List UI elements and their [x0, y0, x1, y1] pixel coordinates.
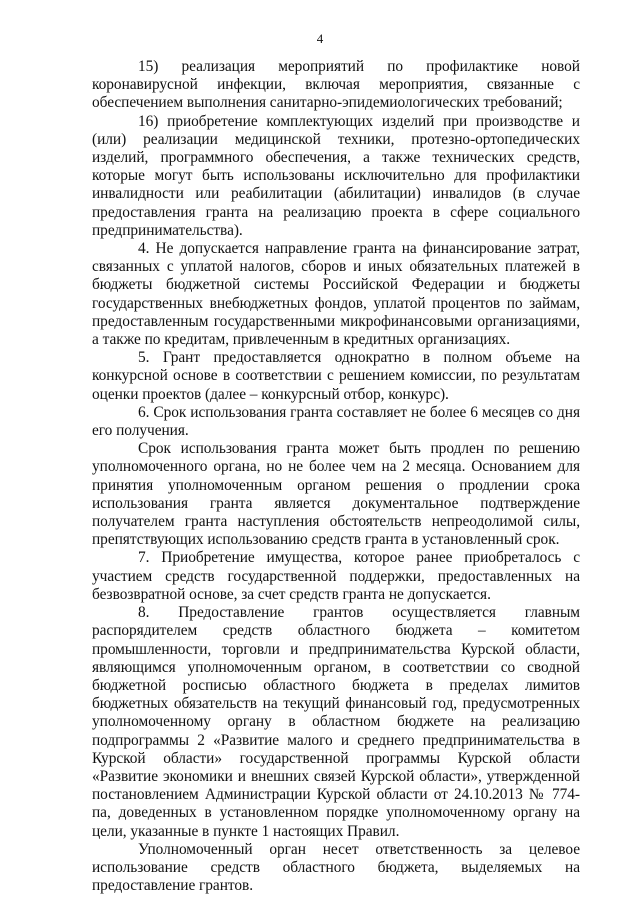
paragraph-clause-6: 6. Срок использования гранта составляет не более 6 месяцев со дня его получения.	[92, 403, 580, 440]
paragraph-clause-5: 5. Грант предоставляется однократно в полном объеме на конкурсной основе в соответствии с решением комиссии, по результатам оценки проектов (далее – конкурсный отбор, конкурс).	[92, 349, 580, 403]
paragraph-clause-4: 4. Не допускается направление гранта на финансирование затрат, связанных с уплатой налогов, сборов и иных обязательных платежей в бюджеты бюджетной системы Российской Федерации и бюджеты государственных внебюджетных фондов, уплатой процентов по займам, предоставленным государственными микрофинансовыми организациями, а также по кредитам, привлеченным в кредитных организациях.	[92, 240, 580, 349]
paragraph-clause-7: 7. Приобретение имущества, которое ранее приобреталось с участием средств государственной поддержки, предоставленных на безвозвратной основе, за счет средств гранта не допускается.	[92, 549, 580, 603]
paragraph-item-15: 15) реализация мероприятий по профилактике новой коронавирусной инфекции, включая мероприятия, связанные с обеспечением выполнения санитарно-эпидемиологических требований;	[92, 58, 580, 112]
paragraph-clause-6-extension: Срок использования гранта может быть продлен по решению уполномоченного органа, но не более чем на 2 месяца. Основанием для принятия уполномоченным органом решения о продлении срока использования гранта является документальное подтверждение получателем гранта наступления обстоятельств непреодолимой силы, препятствующих использованию средств гранта в установленный срок.	[92, 440, 580, 549]
paragraph-clause-8-responsibility: Уполномоченный орган несет ответственность за целевое использование средств областного бюджета, выделяемых на предоставление грантов.	[92, 840, 580, 895]
page-number: 4	[316, 31, 324, 46]
document-body	[92, 58, 580, 895]
paragraph-clause-8: 8. Предоставление грантов осуществляется главным распорядителем средств областного бюджета – комитетом промышленности, торговли и предпринимательства Курской области, являющимся уполномоченным органом, в соответствии со сводной бюджетной росписью областного бюджета в пределах лимитов бюджетных обязательств на текущий финансовый год, предусмотренных уполномоченному органу в областном бюджете на реализацию подпрограммы 2 «Развитие малого и среднего предпринимательства в Курской области» государственной программы Курской области «Развитие экономики и внешних связей Курской области», утвержденной постановлением Администрации Курской области от 24.10.2013 № 774-па, доведенных в установленном порядке уполномоченному органу на цели, указанные в пункте 1 настоящих Правил.	[92, 604, 580, 840]
paragraph-item-16: 16) приобретение комплектующих изделий при производстве и (или) реализации медицинской техники, протезно-ортопедических изделий, программного обеспечения, а также технических средств, которые могут быть использованы исключительно для профилактики инвалидности или реабилитации (абилитации) инвалидов (в случае предоставления гранта на реализацию проекта в сфере социального предпринимательства).	[92, 112, 580, 239]
